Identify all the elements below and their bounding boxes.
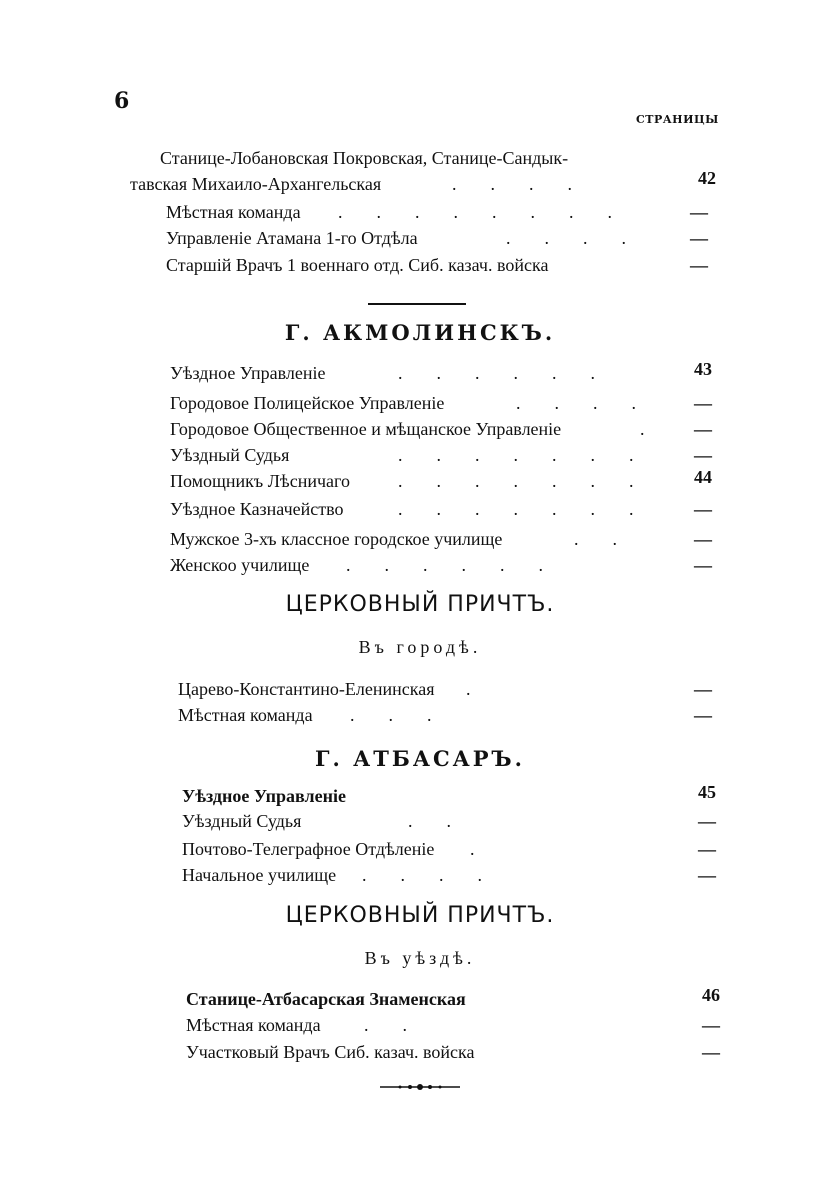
list-item	[182, 808, 732, 834]
page-ref: 42	[698, 168, 716, 188]
entry-label: Станице-Лобановская Покровская, Станице-Сандык-	[160, 148, 569, 168]
leader-dots: ....	[516, 393, 670, 413]
list-item	[170, 390, 732, 416]
list-item	[166, 199, 732, 225]
page-ref: —	[694, 445, 712, 465]
leader-dots: ......	[346, 555, 577, 575]
page-ref: —	[694, 393, 712, 413]
page-ref: —	[694, 419, 712, 439]
entry-label: Царево-Константино-Еленинская	[178, 679, 435, 699]
list-item	[182, 836, 732, 862]
page-ref: —	[690, 202, 708, 222]
leader-dots: .......	[398, 445, 668, 465]
entry-label: Уѣздное Управленіе	[182, 786, 346, 806]
church-subheading: Въ городѣ.	[358, 637, 482, 657]
leader-dots: ........	[338, 202, 646, 222]
leader-dots: .	[640, 419, 679, 439]
page-ref: —	[690, 255, 708, 275]
page-ref: —	[694, 499, 712, 519]
list-item	[182, 862, 732, 888]
entry-label: Женскоо училище	[170, 555, 310, 575]
leader-dots: ....	[506, 228, 660, 248]
leader-dots: ....	[452, 174, 606, 194]
list-item	[170, 416, 732, 442]
leader-dots: .......	[398, 499, 668, 519]
leader-dots: .	[466, 679, 505, 699]
entry-label: тавская Михаило-Архангельская	[130, 174, 382, 194]
entry-label: Старшій Врачъ 1 военнаго отд. Сиб. казач. войска	[166, 255, 549, 275]
entry-label: Мѣстная команда	[166, 202, 301, 222]
entry-label: Управленіе Атамана 1-го Отдѣла	[166, 228, 418, 248]
page-ref: 45	[698, 782, 716, 802]
leader-dots: ..	[364, 1015, 441, 1035]
column-header: СТРАНИЦЫ	[636, 113, 719, 126]
list-item	[170, 526, 732, 552]
leader-dots: .......	[398, 471, 668, 491]
leader-dots: ...	[350, 705, 466, 725]
leader-dots: ..	[408, 811, 485, 831]
page-ref: 44	[694, 467, 712, 487]
leader-dots: ....	[362, 865, 516, 885]
entry-label: Мужское 3-хъ классное городское училище	[170, 529, 503, 549]
page-ref: —	[698, 811, 716, 831]
list-item	[186, 986, 732, 1012]
leader-dots: ..	[574, 529, 651, 549]
page-ref: —	[702, 1015, 720, 1035]
leader-dots: .	[470, 839, 509, 859]
page-ref: —	[694, 679, 712, 699]
list-item	[170, 360, 732, 386]
ornament-divider	[380, 1082, 460, 1092]
page-ref: 43	[694, 359, 712, 379]
entry-label: Уѣздное Казначейство	[170, 499, 344, 519]
page-number: 6	[114, 88, 130, 114]
section-divider	[368, 303, 466, 305]
church-heading: ЦЕРКОВНЫЙ ПРИЧТЪ.	[285, 592, 555, 617]
entry-label: Городовое Общественное и мѣщанское Управленіе	[170, 419, 562, 439]
list-item	[170, 468, 732, 494]
entry-label: Мѣстная команда	[186, 1015, 321, 1035]
list-item	[186, 1012, 732, 1038]
entry-label: Начальное училище	[182, 865, 337, 885]
page-ref: 46	[702, 985, 720, 1005]
page-ref: —	[698, 865, 716, 885]
entry-label: Городовое Полицейское Управленіе	[170, 393, 445, 413]
entry-label: Почтово-Телеграфное Отдѣленіе	[182, 839, 435, 859]
entry-label: Станице-Атбасарская Знаменская	[186, 989, 466, 1009]
list-item	[178, 702, 732, 728]
church-heading: ЦЕРКОВНЫЙ ПРИЧТЪ.	[285, 903, 555, 928]
church-subheading: Въ уѣздѣ.	[364, 948, 476, 968]
page-ref: —	[702, 1042, 720, 1062]
list-item	[186, 1039, 732, 1065]
page-ref: —	[698, 839, 716, 859]
list-item	[166, 252, 732, 278]
city-heading-atbasar: Г. АТБАСАРЪ.	[315, 746, 525, 771]
list-item	[170, 442, 732, 468]
entry-label: Уѣздный Судья	[182, 811, 302, 831]
entry-label: Помощникъ Лѣсничаго	[170, 471, 350, 491]
list-item	[178, 676, 732, 702]
entry-label: Мѣстная команда	[178, 705, 313, 725]
page-ref: —	[694, 529, 712, 549]
list-item	[170, 496, 732, 522]
page-ref: —	[690, 228, 708, 248]
leader-dots: ......	[398, 363, 629, 383]
list-item	[166, 225, 732, 251]
page-ref: —	[694, 555, 712, 575]
page-ref: —	[694, 705, 712, 725]
entry-label: Участковый Врачъ Сиб. казач. войска	[186, 1042, 475, 1062]
entry-label: Уѣздный Судья	[170, 445, 290, 465]
entry-label: Уѣздное Управленіе	[170, 363, 326, 383]
list-item	[130, 168, 730, 197]
list-item	[182, 783, 732, 809]
city-heading-akmolinsk: Г. АКМОЛИНСКЪ.	[284, 320, 556, 345]
list-item	[170, 552, 732, 578]
